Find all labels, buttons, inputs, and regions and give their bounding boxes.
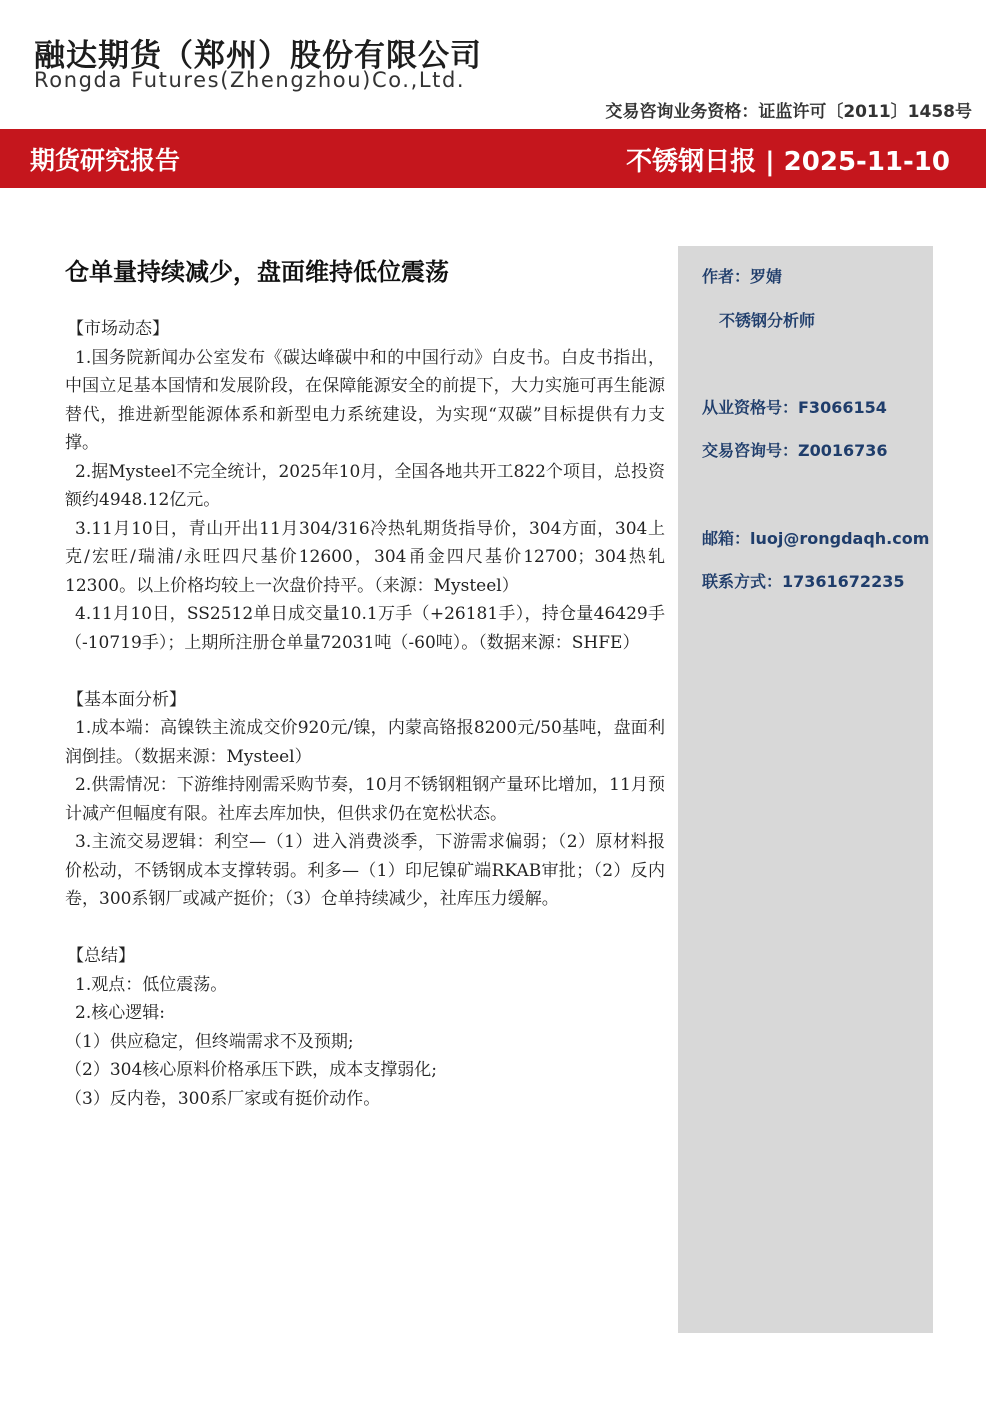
- summary-point: （2）304核心原料价格承压下跌，成本支撑弱化;: [65, 1060, 437, 1080]
- market-item: 1.国务院新闻办公室发布《碳达峰碳中和的中国行动》白皮书。白皮书指出，中国立足基本国情和发展阶段，在保障能源安全的前提下，大力实施可再生能源替代，推进新型能源体系和新型电力系统建设，为实现“双碳”目标提供有力支撑。: [65, 347, 665, 453]
- banner-report-date: 不锈钢日报 | 2025-11-10: [626, 147, 950, 177]
- summary-view: 1.观点：低位震荡。: [75, 974, 228, 995]
- banner-report-type: 期货研究报告: [30, 146, 181, 175]
- fundamental-item: 3.主流交易逻辑：利空—（1）进入消费淡季，下游需求偏弱；（2）原材料报价松动，不锈钢成本支撑转弱。利多—（1）印尼镍矿端RKAB审批；（2）反内卷，300系钢厂或减产挺价；（3）仓单持续减少，社库压力缓解。: [65, 832, 665, 909]
- market-item: 2.据Mysteel不完全统计，2025年10月，全国各地共开工822个项目，总投资额约4948.12亿元。: [65, 461, 665, 510]
- report-banner: [0, 129, 986, 188]
- author-role: 不锈钢分析师: [719, 311, 816, 330]
- section-gap: [65, 914, 665, 943]
- fundamental-heading: 【基本面分析】: [67, 689, 186, 710]
- email-link[interactable]: 邮箱：luoj@rongdaqh.com: [702, 529, 930, 548]
- qualification-number: 从业资格号：F3066154: [702, 398, 887, 417]
- report-body: [65, 315, 665, 1113]
- section-gap: [65, 657, 665, 686]
- company-name-cn: 融达期货（郑州）股份有限公司: [34, 38, 482, 74]
- fundamental-item: 2.供需情况：下游维持刚需采购节奏，10月不锈钢粗钢产量环比增加，11月预计减产但幅度有限。社库去库加快，但供求仍在宽松状态。: [65, 775, 665, 824]
- market-heading: 【市场动态】: [67, 319, 169, 339]
- summary-point: （3）反内卷，300系厂家或有挺价动作。: [65, 1088, 381, 1109]
- license-text: 交易咨询业务资格：证监许可〔2011〕1458号: [605, 102, 972, 122]
- author-name: 作者：罗婧: [702, 267, 783, 286]
- market-item: 3.11月10日，青山开出11月304/316冷热轧期货指导价，304方面，304上克/宏旺/瑞浦/永旺四尺基价12600，304甬金四尺基价12700；304热轧12300。以上价格均较上一次盘价持平。（来源：Mysteel）: [65, 518, 665, 596]
- summary-logic-heading: 2.核心逻辑:: [75, 1003, 165, 1023]
- summary-heading: 【总结】: [67, 946, 135, 966]
- consult-number: 交易咨询号：Z0016736: [702, 441, 888, 460]
- phone-number: 联系方式：17361672235: [702, 572, 905, 591]
- author-sidebar: [678, 246, 933, 1333]
- report-title: 仓单量持续减少，盘面维持低位震荡: [65, 258, 449, 286]
- company-name-en: Rongda Futures(Zhengzhou)Co.,Ltd.: [34, 68, 466, 92]
- summary-point: （1）供应稳定，但终端需求不及预期;: [65, 1031, 354, 1052]
- fundamental-item: 1.成本端：高镍铁主流成交价920元/镍，内蒙高铬报8200元/50基吨，盘面利润倒挂。（数据来源：Mysteel）: [65, 718, 665, 767]
- market-item: 4.11月10日，SS2512单日成交量10.1万手（+26181手），持仓量46429手（-10719手）；上期所注册仓单量72031吨（-60吨）。（数据来源：SHFE）: [65, 604, 665, 653]
